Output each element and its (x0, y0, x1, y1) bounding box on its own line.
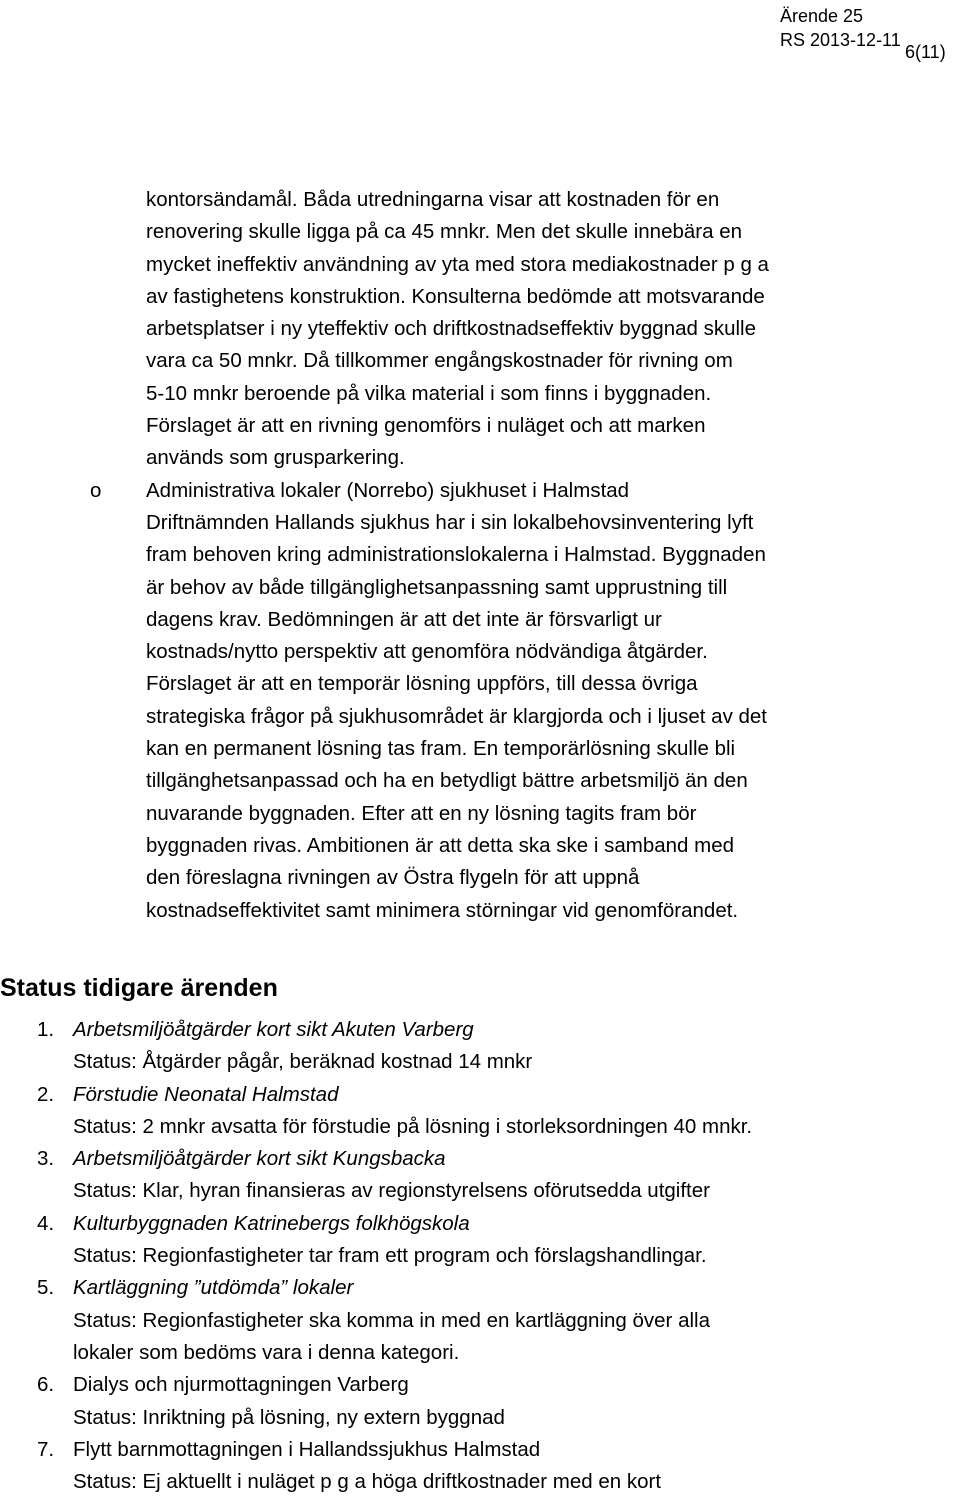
text-line: används som grusparkering. (146, 446, 405, 470)
item-title: Kartläggning ”utdömda” lokaler (73, 1276, 354, 1300)
case-number: Ärende 25 (780, 6, 864, 26)
bullet-administrativa-lokaler (90, 475, 896, 927)
page-number: 6(11) (905, 42, 946, 62)
list-item (0, 1272, 960, 1369)
item-number: 5. (37, 1276, 55, 1300)
text-line: dagens krav. Bedömningen är att det inte är försvarligt ur (146, 607, 662, 631)
item-number: 7. (37, 1437, 55, 1461)
text-line: vara ca 50 mnkr. Då tillkommer engångskostnader för rivning om (146, 349, 733, 373)
text-line: Förslaget är att en rivning genomförs i nuläget och att marken (146, 414, 706, 438)
document-body (90, 184, 896, 927)
item-status: Status: Klar, hyran finansieras av regionstyrelsens oförutsedda utgifter (73, 1179, 710, 1203)
item-status: lokaler som bedöms vara i denna kategori. (73, 1340, 460, 1364)
item-number: 3. (37, 1147, 55, 1171)
text-line: byggnaden rivas. Ambitionen är att detta ska ske i samband med (146, 833, 735, 857)
section-heading: Status tidigare ärenden (0, 974, 278, 1002)
item-title: Arbetsmiljöåtgärder kort sikt Kungsbacka (73, 1147, 446, 1171)
text-line: den föreslagna rivningen av Östra flygeln för att uppnå (146, 866, 640, 890)
item-title: Flytt barnmottagningen i Hallandssjukhus Halmstad (73, 1437, 541, 1461)
text-line: av fastighetens konstruktion. Konsulterna bedömde att motsvarande (146, 284, 765, 308)
item-number: 6. (37, 1373, 55, 1397)
text-line: arbetsplatser i ny yteffektiv och driftkostnadseffektiv byggnad skulle (146, 317, 757, 341)
item-title: Kulturbyggnaden Katrinebergs folkhögskola (73, 1211, 470, 1235)
item-title: Dialys och njurmottagningen Varberg (73, 1373, 409, 1397)
text-line: mycket ineffektiv användning av yta med stora mediakostnader p g a (146, 252, 769, 276)
text-line: kan en permanent lösning tas fram. En temporärlösning skulle bli (146, 737, 736, 761)
text-line: är behov av både tillgänglighetsanpassning samt upprustning till (146, 575, 728, 599)
bullet-marker: o (90, 478, 102, 502)
list-item (0, 1143, 960, 1208)
page-header (0, 0, 960, 80)
item-status: Status: Regionfastigheter tar fram ett program och förslagshandlingar. (73, 1244, 707, 1268)
list-item (0, 1014, 960, 1079)
paragraph-kontor (146, 184, 896, 475)
list-item (0, 1434, 960, 1498)
text-line: kostnadseffektivitet samt minimera störningar vid genomförandet. (146, 898, 739, 922)
text-line: kontorsändamål. Båda utredningarna visar att kostnaden för en (146, 188, 720, 211)
text-line: Förslaget är att en temporär lösning uppförs, till dessa övriga (146, 672, 698, 696)
list-item (0, 1079, 960, 1144)
item-title: Förstudie Neonatal Halmstad (73, 1082, 339, 1106)
text-line: fram behoven kring administrationslokalerna i Halmstad. Byggnaden (146, 543, 766, 567)
text-line: nuvarande byggnaden. Efter att en ny lösning tagits fram bör (146, 801, 697, 825)
text-line: strategiska frågor på sjukhusområdet är klargjorda och i ljuset av det (146, 704, 768, 728)
text-line: 5-10 mnkr beroende på vilka material i som finns i byggnaden. (146, 381, 712, 405)
list-item (0, 1208, 960, 1273)
bullet-title: Administrativa lokaler (Norrebo) sjukhuset i Halmstad (146, 478, 630, 502)
item-status: Status: Inriktning på lösning, ny extern byggnad (73, 1405, 505, 1429)
item-status: Status: Åtgärder pågår, beräknad kostnad 14 mnkr (73, 1050, 533, 1074)
item-status: Status: Ej aktuellt i nuläget p g a höga driftkostnader med en kort (73, 1470, 662, 1494)
list-item (0, 1369, 960, 1434)
status-list (0, 1014, 960, 1498)
item-number: 1. (37, 1018, 55, 1041)
text-line: kostnads/nytto perspektiv att genomföra nödvändiga åtgärder. (146, 640, 708, 664)
item-number: 4. (37, 1211, 55, 1235)
meeting-reference: RS 2013-12-11 (780, 30, 901, 50)
item-number: 2. (37, 1082, 55, 1106)
text-line: Driftnämnden Hallands sjukhus har i sin lokalbehovsinventering lyft (146, 510, 754, 534)
item-status: Status: Regionfastigheter ska komma in med en kartläggning över alla (73, 1308, 710, 1332)
text-line: tillgänghetsanpassad och ha en betydligt bättre arbetsmiljö än den (146, 769, 748, 793)
item-title: Arbetsmiljöåtgärder kort sikt Akuten Varberg (73, 1018, 474, 1041)
item-status: Status: 2 mnkr avsatta för förstudie på lösning i storleksordningen 40 mnkr. (73, 1114, 753, 1138)
text-line: renovering skulle ligga på ca 45 mnkr. Men det skulle innebära en (146, 220, 742, 244)
